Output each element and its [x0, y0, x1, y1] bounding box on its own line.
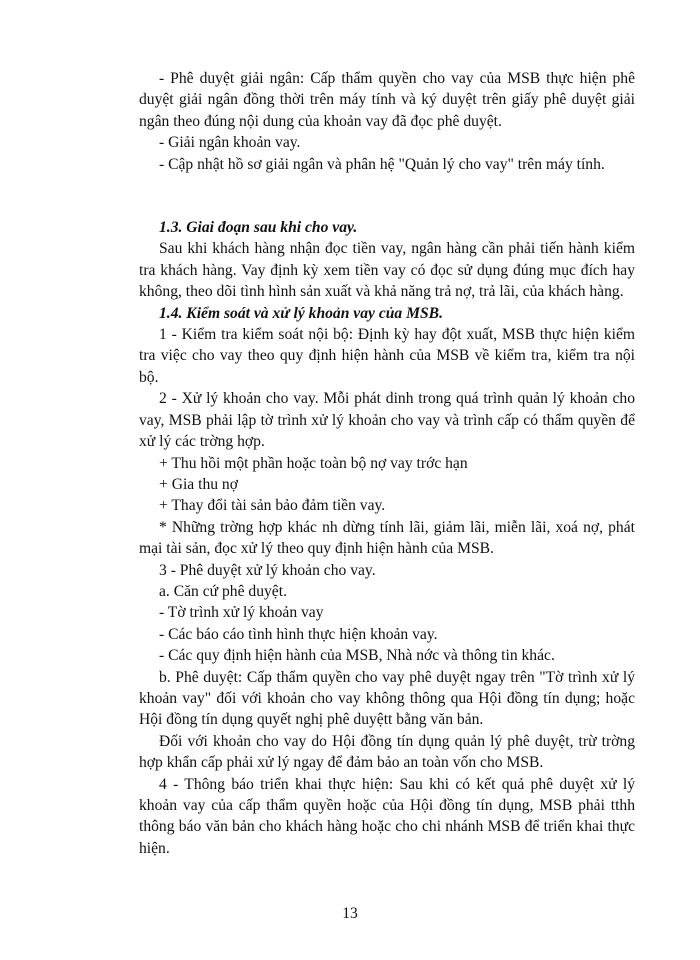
list-item-loan-reports: - Các báo cáo tình hình thực hiện khoản vay.	[159, 625, 438, 643]
paragraph-approval: b. Phê duyệt: Cấp thẩm quyền cho vay phê duyệt ngay trên "Tờ trình xử lý khoản vay" đối với khoản cho vay không thông qua Hội đồng tín dụng; hoặc Hội đồng tín dụng quyết nghị phê duyệtt bằng văn bản.	[139, 668, 635, 729]
paragraph-internal-control: 1 - Kiểm tra kiểm soát nội bộ: Định kỳ hay đột xuất, MSB thực hiện kiểm tra việc cho vay theo quy định hiện hành của MSB về kiểm tra, kiểm tra nội bộ.	[139, 326, 635, 386]
paragraph-post-loan: Sau khi khách hàng nhận đọc tiền vay, ngân hàng cần phải tiến hành kiểm tra khách hàng. Vay định kỳ xem tiền vay có đọc sử dụng đúng mục đích hay không, theo dõi tình hình sản xuất và khả năng trả nợ, trả lãi, của khách hàng.	[139, 240, 635, 301]
list-item-extend-debt: + Gia thu nợ	[159, 475, 238, 493]
paragraph-notification: 4 - Thông báo triển khai thực hiện: Sau khi có kết quả phê duyệt xử lý khoản vay của cấp thẩm quyền hoặc của Hội đồng tín dụng, MSB phải tthh thông báo văn bản cho khách hàng hoặc cho chi nhánh MSB để triển khai thực hiện.	[139, 775, 635, 857]
section-heading-1-3: 1.3. Giai đoạn sau khi cho vay.	[159, 219, 358, 237]
paragraph-approval-basis: a. Căn cứ phê duyệt.	[159, 582, 287, 600]
list-item-change-collateral: + Thay đổi tài sản bảo đảm tiền vay.	[159, 497, 386, 515]
paragraph-credit-council: Đối với khoản cho vay do Hội đồng tín dụng quản lý phê duyệt, trừ trờng hợp khẩn cấp phải xử lý ngay để đảm bảo an toàn vốn cho MSB.	[139, 732, 635, 772]
paragraph-disbursement-approval: - Phê duyệt giải ngân: Cấp thẩm quyền cho vay của MSB thực hiện phê duyệt giải ngân đồng thời trên máy tính và ký duyệt trên giấy phê duyệt giải ngân theo đúng nội dung của khoản vay đã đọc phê duyệt.	[139, 70, 635, 130]
paragraph-update-records: - Cập nhật hồ sơ giải ngân và phân hệ "Quản lý cho vay" trên máy tính.	[159, 155, 605, 173]
section-heading-1-4: 1.4. Kiểm soát và xử lý khoản vay của MSB.	[159, 304, 443, 322]
section-gap	[139, 175, 635, 217]
list-item-loan-proposal: - Tờ trình xử lý khoản vay	[159, 604, 324, 622]
paragraph-disbursement: - Giải ngân khoản vay.	[159, 134, 301, 152]
list-item-regulations: - Các quy định hiện hành của MSB, Nhà nớc và thông tin khác.	[159, 647, 555, 665]
paragraph-loan-handling: 2 - Xử lý khoản cho vay. Mỗi phát dinh trong quá trình quản lý khoản cho vay, MSB phải lập tờ trình xử lý khoản cho vay và trình cấp có thẩm quyền để xử lý các trờng hợp.	[139, 390, 635, 451]
page-number: 13	[342, 905, 358, 922]
paragraph-approve-handling: 3 - Phê duyệt xử lý khoản cho vay.	[159, 561, 376, 579]
paragraph-other-cases: * Những trờng hợp khác nh dừng tính lãi, giảm lãi, miễn lãi, xoá nợ, phát mại tài sản, đọc xử lý theo quy định hiện hành của MSB.	[139, 518, 635, 558]
list-item-recover-debt: + Thu hồi một phần hoặc toàn bộ nợ vay trớc hạn	[159, 454, 468, 472]
document-body	[139, 68, 635, 859]
